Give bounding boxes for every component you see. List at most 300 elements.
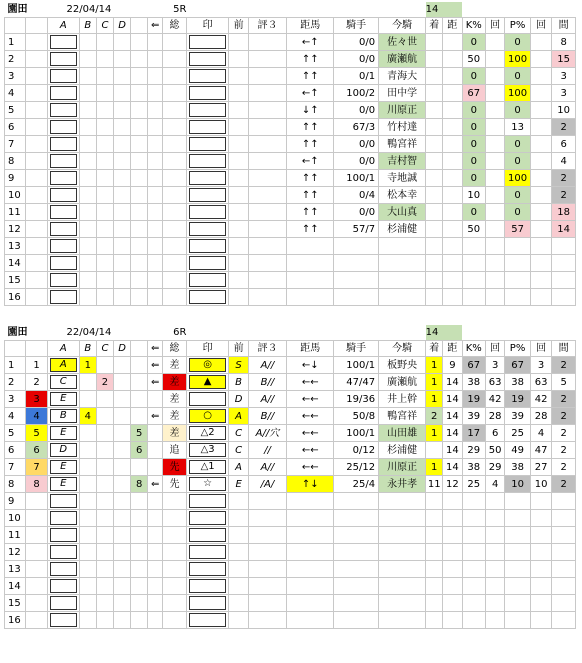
mark-cell [186,153,229,170]
mae-cell [229,238,248,255]
eval-a-box [50,239,77,253]
table-row [5,102,576,119]
waku-cell [26,68,47,85]
eval-a [47,408,79,425]
eval-a-box [50,171,77,185]
p-percent: 19 [505,391,531,408]
jockey-name [379,493,426,510]
interval-cell: 10 [552,102,576,119]
eval-a [47,527,79,544]
finish-cell: 1 [426,374,443,391]
p-percent: 10 [505,476,531,493]
waku-cell: 6 [26,442,47,459]
k-runs [486,289,505,306]
row-number: 12 [5,544,26,561]
eval-a [47,476,79,493]
finish-cell [426,136,443,153]
table-row [5,374,576,391]
distance-horse [287,578,334,595]
mark-box: ○ [189,409,227,423]
eval-e [131,544,148,561]
interval-cell: 2 [552,442,576,459]
col-header: 騎手 [334,341,379,357]
jockey-record: 0/0 [334,102,379,119]
k-percent [462,578,486,595]
mark-box [189,596,227,610]
p-percent: 100 [505,170,531,187]
eval-d [114,187,131,204]
p-percent: 25 [505,425,531,442]
eval-d [114,612,131,629]
eval-a-box: B [50,409,77,423]
col-header: 距馬 [287,18,334,34]
col-header: 今騎 [379,341,426,357]
mae-cell: C [229,425,248,442]
eval-e [131,170,148,187]
waku-cell: 8 [26,476,47,493]
eval-a-box [50,120,77,134]
style-so [163,510,187,527]
eval-d [114,119,131,136]
jockey-record [334,561,379,578]
p-percent: 38 [505,459,531,476]
p-runs [530,102,551,119]
eval-e [131,357,148,374]
mae-cell [229,170,248,187]
arrow-mark [148,527,163,544]
table-row [5,187,576,204]
jockey-record: 0/0 [334,34,379,51]
interval-cell: 8 [552,34,576,51]
distance-horse: ↑↑ [287,51,334,68]
k-runs [486,238,505,255]
col-header: 今騎 [379,18,426,34]
hyo3-cell [248,85,286,102]
hyo3-cell: B// [248,408,286,425]
finish-cell [426,493,443,510]
eval-d [114,51,131,68]
interval-cell: 14 [552,221,576,238]
eval-d [114,391,131,408]
eval-d [114,578,131,595]
finish-cell [426,221,443,238]
mark-cell [186,357,229,374]
eval-a-box: E [50,460,77,474]
eval-d [114,221,131,238]
row-number: 5 [5,102,26,119]
row-number: 13 [5,238,26,255]
eval-a [47,510,79,527]
k-runs [486,595,505,612]
row-number: 12 [5,221,26,238]
col-header: 回 [530,341,551,357]
jockey-name: 廣瀬航 [379,51,426,68]
mark-box [189,562,227,576]
hyo3-cell [248,561,286,578]
style-so [163,493,187,510]
col-header: 回 [530,18,551,34]
eval-a [47,85,79,102]
finish-cell [426,612,443,629]
eval-a [47,187,79,204]
style-so [163,221,187,238]
row-number: 3 [5,68,26,85]
eval-c [96,68,113,85]
eval-a-box [50,154,77,168]
jockey-record: 25/4 [334,476,379,493]
mark-cell [186,204,229,221]
eval-a [47,391,79,408]
interval-cell: 2 [552,408,576,425]
eval-e [131,51,148,68]
distance-cell: 9 [443,357,462,374]
eval-e [131,595,148,612]
eval-d [114,510,131,527]
waku-cell: 2 [26,374,47,391]
style-so [163,289,187,306]
table-row [5,119,576,136]
eval-e [131,561,148,578]
eval-e [131,204,148,221]
col-header: 距 [443,18,462,34]
k-runs [486,612,505,629]
eval-a-box [50,205,77,219]
hyo3-cell [248,578,286,595]
p-percent: 0 [505,34,531,51]
jockey-record: 57/7 [334,221,379,238]
mark-box [189,290,227,304]
k-percent: 19 [462,391,486,408]
distance-cell: 14 [443,459,462,476]
eval-e [131,85,148,102]
distance-cell [443,612,462,629]
jockey-record [334,255,379,272]
interval-cell [552,527,576,544]
eval-c [96,408,113,425]
p-runs: 42 [530,391,551,408]
jockey-name: 鴨宮祥 [379,136,426,153]
distance-horse [287,493,334,510]
mark-box: △3 [189,443,227,457]
p-percent [505,578,531,595]
eval-c [96,595,113,612]
eval-e [131,34,148,51]
mark-box [189,188,227,202]
header-row [5,341,576,357]
interval-cell: 2 [552,170,576,187]
hyo3-cell [248,34,286,51]
eval-e [131,374,148,391]
interval-cell: 2 [552,187,576,204]
finish-cell [426,170,443,187]
interval-cell: 3 [552,68,576,85]
eval-e [131,289,148,306]
finish-cell [426,527,443,544]
col-header: 回 [486,341,505,357]
table-row [5,204,576,221]
style-so [163,578,187,595]
p-percent [505,612,531,629]
eval-e: 8 [131,476,148,493]
finish-cell: 1 [426,357,443,374]
distance-horse: ↓↑ [287,102,334,119]
eval-b [79,578,96,595]
mae-cell [229,187,248,204]
p-percent [505,238,531,255]
spacer [229,325,426,341]
eval-a-box [50,528,77,542]
style-so [163,527,187,544]
jockey-record [334,289,379,306]
distance-horse: ←← [287,391,334,408]
eval-e [131,272,148,289]
k-percent [462,561,486,578]
mark-cell [186,612,229,629]
waku-cell [26,527,47,544]
interval-cell: 2 [552,476,576,493]
eval-c [96,51,113,68]
eval-e [131,187,148,204]
eval-d [114,204,131,221]
eval-e [131,459,148,476]
venue-label: 園田 [7,327,28,338]
mark-cell [186,391,229,408]
eval-d [114,255,131,272]
distance-cell [443,119,462,136]
k-runs [486,153,505,170]
eval-a-box [50,511,77,525]
jockey-record [334,527,379,544]
col-header: 間 [552,18,576,34]
mark-box [189,35,227,49]
k-percent: 67 [462,357,486,374]
eval-a [47,255,79,272]
arrow-mark [148,544,163,561]
eval-a-box [50,545,77,559]
row-number: 7 [5,136,26,153]
table-row [5,34,576,51]
hyo3-cell: A// [248,459,286,476]
distance-cell [443,221,462,238]
p-runs [530,238,551,255]
header-row [5,18,576,34]
eval-a [47,357,79,374]
arrow-mark: ⇐ [148,357,163,374]
interval-cell [552,238,576,255]
distance-horse: ←↑ [287,153,334,170]
k-runs: 42 [486,391,505,408]
eval-c [96,544,113,561]
arrow-mark [148,255,163,272]
jockey-name: 井上幹 [379,391,426,408]
mark-cell [186,510,229,527]
eval-b [79,527,96,544]
mark-box: ☆ [189,477,227,491]
row-number: 6 [5,442,26,459]
mae-cell [229,119,248,136]
interval-cell [552,510,576,527]
hyo3-cell: B// [248,374,286,391]
k-runs: 28 [486,408,505,425]
distance-cell [443,289,462,306]
eval-a [47,204,79,221]
distance-horse: ←↓ [287,357,334,374]
mark-cell [186,68,229,85]
distance-cell: 14 [443,374,462,391]
p-runs [530,544,551,561]
distance-horse [287,527,334,544]
eval-d [114,493,131,510]
jockey-name: 山田雄 [379,425,426,442]
p-percent: 0 [505,187,531,204]
eval-a [47,68,79,85]
eval-b [79,493,96,510]
mark-cell [186,272,229,289]
mark-box [189,392,227,406]
finish-cell [426,510,443,527]
jockey-record [334,595,379,612]
p-runs [530,136,551,153]
col-header: ⇐ [148,341,163,357]
eval-d [114,561,131,578]
mark-cell [186,255,229,272]
col-header: A [47,341,79,357]
hyo3-cell [248,68,286,85]
mark-box [189,613,227,627]
style-so [163,136,187,153]
waku-cell [26,136,47,153]
jockey-name [379,612,426,629]
race6-sheet [4,325,576,629]
hyo3-cell [248,187,286,204]
eval-a [47,51,79,68]
waku-cell: 3 [26,391,47,408]
arrow-mark [148,238,163,255]
eval-b [79,255,96,272]
eval-c [96,527,113,544]
distance-cell [443,255,462,272]
runner-count: 14 [426,325,462,341]
p-runs [530,527,551,544]
arrow-mark [148,510,163,527]
p-percent: 49 [505,442,531,459]
k-percent: 50 [462,51,486,68]
eval-b [79,170,96,187]
mae-cell [229,272,248,289]
col-header: D [114,18,131,34]
row-number: 11 [5,527,26,544]
interval-cell [552,595,576,612]
mark-cell [186,238,229,255]
eval-a-box: C [50,375,77,389]
race-label: 6R [173,327,187,338]
k-percent: 25 [462,476,486,493]
mark-cell [186,425,229,442]
eval-a-box [50,222,77,236]
k-runs: 63 [486,374,505,391]
hyo3-cell [248,289,286,306]
jockey-record: 0/0 [334,153,379,170]
p-runs [530,221,551,238]
hyo3-cell: A// [248,357,286,374]
eval-a [47,612,79,629]
eval-b [79,391,96,408]
eval-a [47,595,79,612]
eval-e [131,391,148,408]
eval-c [96,255,113,272]
style-so: 差 [163,391,187,408]
distance-cell [443,170,462,187]
mark-cell [186,578,229,595]
col-header: 総 [163,341,187,357]
eval-a [47,153,79,170]
mae-cell [229,51,248,68]
p-percent [505,510,531,527]
table-row [5,510,576,527]
distance-cell [443,578,462,595]
finish-cell [426,68,443,85]
mae-cell [229,578,248,595]
jockey-name [379,595,426,612]
waku-cell [26,34,47,51]
style-so [163,612,187,629]
distance-cell [443,204,462,221]
k-percent: 0 [462,136,486,153]
eval-b [79,476,96,493]
k-percent [462,527,486,544]
p-percent [505,255,531,272]
jockey-name: 寺地誠 [379,170,426,187]
distance-horse: ←↑ [287,34,334,51]
distance-cell [443,544,462,561]
eval-d [114,459,131,476]
col-header: B [79,18,96,34]
eval-e: 5 [131,425,148,442]
jockey-record: 100/2 [334,85,379,102]
k-runs [486,578,505,595]
jockey-record: 0/0 [334,204,379,221]
col-header: 距馬 [287,341,334,357]
arrow-mark [148,204,163,221]
eval-d [114,272,131,289]
eval-c [96,102,113,119]
col-header: 前 [229,18,248,34]
p-runs: 27 [530,459,551,476]
info-row [5,2,576,18]
mark-box [189,528,227,542]
col-header: 騎手 [334,18,379,34]
k-percent: 0 [462,119,486,136]
arrow-mark [148,119,163,136]
mark-box [189,273,227,287]
p-percent: 0 [505,153,531,170]
eval-a-box [50,103,77,117]
p-percent [505,289,531,306]
row-number: 16 [5,289,26,306]
k-runs: 29 [486,459,505,476]
eval-a [47,442,79,459]
finish-cell [426,255,443,272]
eval-e [131,510,148,527]
jockey-record: 25/12 [334,459,379,476]
mae-cell [229,204,248,221]
table-row [5,289,576,306]
mark-box [189,494,227,508]
eval-a [47,221,79,238]
finish-cell [426,595,443,612]
p-runs [530,255,551,272]
distance-cell [443,595,462,612]
